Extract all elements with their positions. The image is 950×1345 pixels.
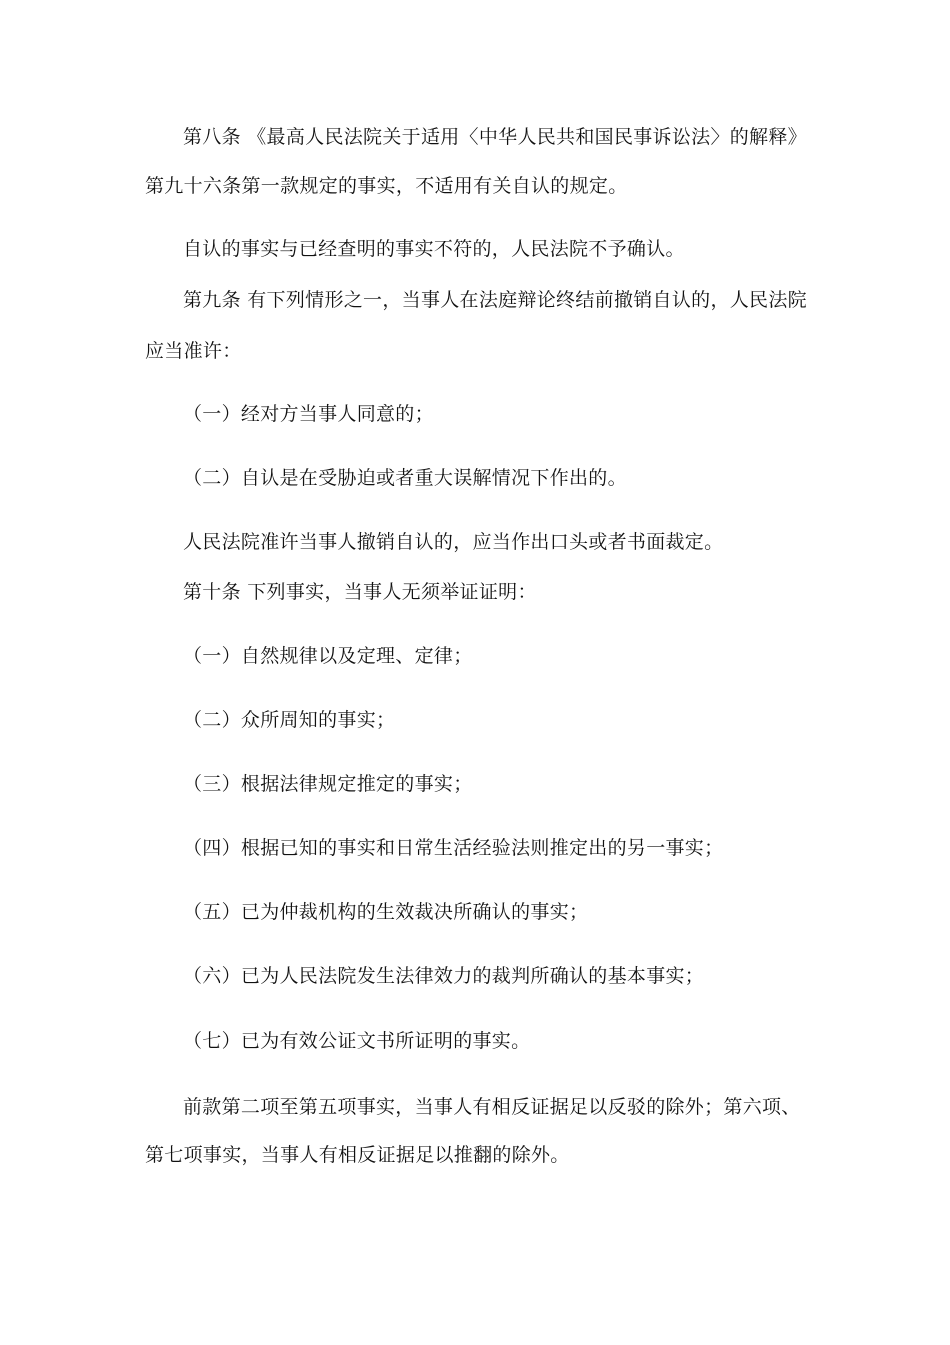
article-10-item-5: （五）已为仲裁机构的生效裁决所确认的事实；	[183, 901, 589, 923]
article-10-item-7: （七）已为有效公证文书所证明的事实。	[183, 1030, 531, 1052]
article-10-line-1: 第十条 下列事实，当事人无须举证证明：	[183, 581, 537, 603]
article-9-line-2: 应当准许：	[145, 340, 242, 362]
article-10-paragraph-2-line-2: 第七项事实，当事人有相反证据足以推翻的除外。	[145, 1144, 570, 1166]
article-10-item-3: （三）根据法律规定推定的事实；	[183, 773, 473, 795]
article-10-paragraph-2-line-1: 前款第二项至第五项事实，当事人有相反证据足以反驳的除外；第六项、	[183, 1096, 801, 1118]
article-8-paragraph-2: 自认的事实与已经查明的事实不符的，人民法院不予确认。	[183, 238, 685, 260]
article-9-line-1: 第九条 有下列情形之一，当事人在法庭辩论终结前撤销自认的，人民法院	[183, 289, 807, 311]
article-10-item-1: （一）自然规律以及定理、定律；	[183, 645, 473, 667]
article-10-item-4: （四）根据已知的事实和日常生活经验法则推定出的另一事实；	[183, 837, 724, 859]
article-9-item-2: （二）自认是在受胁迫或者重大误解情况下作出的。	[183, 467, 627, 489]
article-9-item-1: （一）经对方当事人同意的；	[183, 403, 434, 425]
article-10-item-6: （六）已为人民法院发生法律效力的裁判所确认的基本事实；	[183, 965, 705, 987]
article-9-paragraph-3: 人民法院准许当事人撤销自认的，应当作出口头或者书面裁定。	[183, 531, 724, 553]
article-8-line-1: 第八条 《最高人民法院关于适用〈中华人民共和国民事诉讼法〉的解释》	[183, 126, 807, 148]
article-10-item-2: （二）众所周知的事实；	[183, 709, 396, 731]
article-8-line-2: 第九十六条第一款规定的事实，不适用有关自认的规定。	[145, 175, 628, 197]
